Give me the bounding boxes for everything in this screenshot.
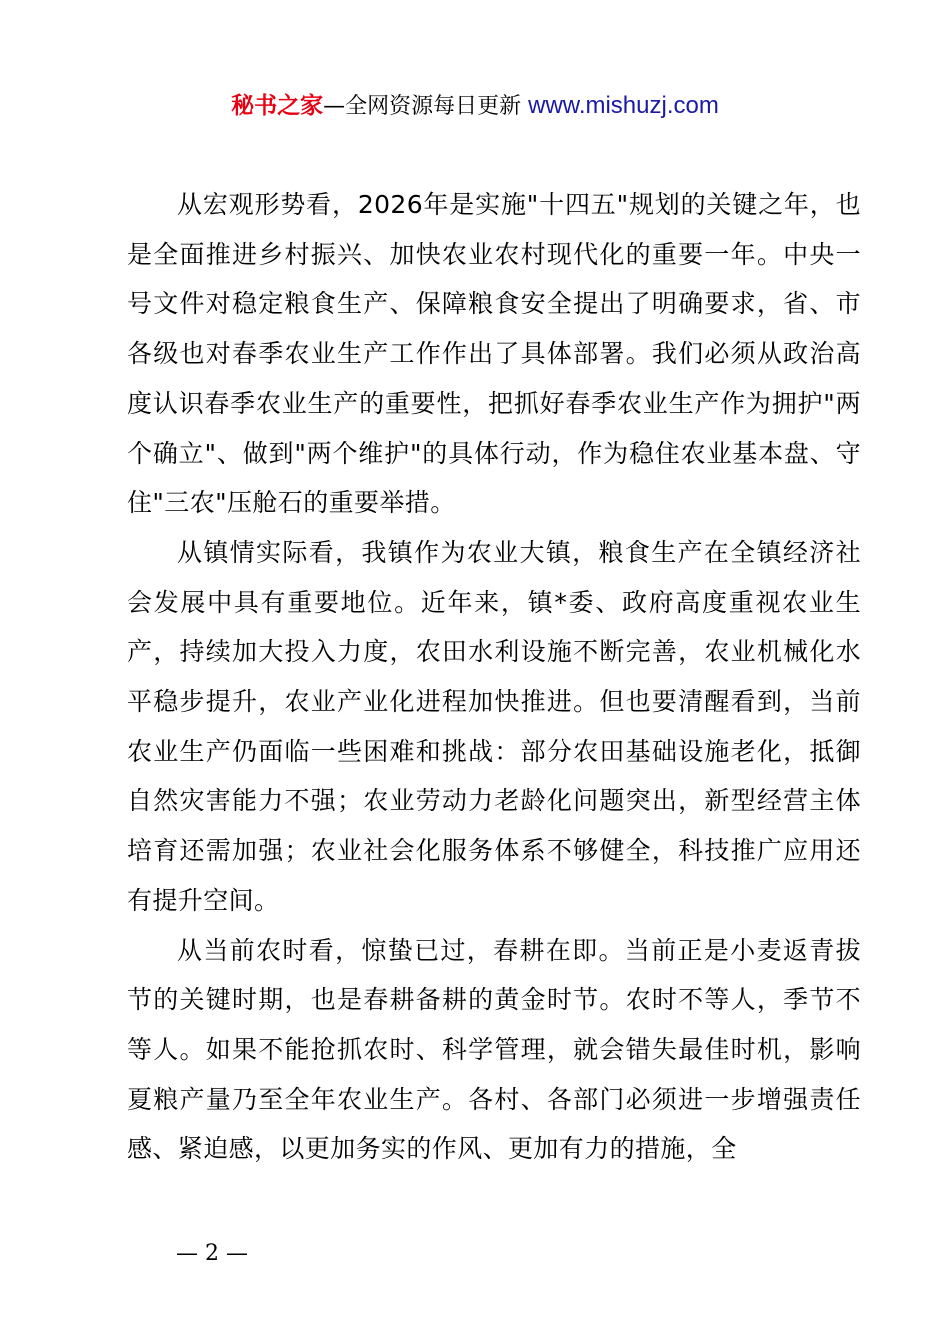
paragraph-macro-situation: 从宏观形势看，2026年是实施"十四五"规划的关键之年，也是全面推进乡村振兴、加快农业农村现代化的重要一年。中央一号文件对稳定粮食生产、保障粮食安全提出了明确要求，省、市各级也对春季农业生产工作作出了具体部署。我们必须从政治高度认识春季农业生产的重要性，把抓好春季农业生产作为拥护"两个确立"、做到"两个维护"的具体行动，作为稳住农业基本盘、守住"三农"压舱石的重要举措。 [127,190,861,518]
header-tagline: —全网资源每日更新 [323,94,529,119]
website-url[interactable]: www.mishuzj.com [528,92,719,119]
document-header [0,86,950,127]
brand-name: 秘书之家 [231,93,324,119]
document-body [127,180,861,1174]
paragraph-town-situation: 从镇情实际看，我镇作为农业大镇，粮食生产在全镇经济社会发展中具有重要地位。近年来，镇*委、政府高度重视农业生产，持续加大投入力度，农田水利设施不断完善，农业机械化水平稳步提升，农业产业化进程加快推进。但也要清醒看到，当前农业生产仍面临一些困难和挑战：部分农田基础设施老化，抵御自然灾害能力不强；农业劳动力老龄化问题突出，新型经营主体培育还需加强；农业社会化服务体系不够健全，科技推广应用还有提升空间。 [127,537,861,915]
page-number: — 2 — [176,1241,248,1266]
paragraph-farming-season: 从当前农时看，惊蛰已过，春耕在即。当前正是小麦返青拔节的关键时期，也是春耕备耕的黄金时节。农时不等人，季节不等人。如果不能抢抓农时、科学管理，就会错失最佳时机，影响夏粮产量乃至全年农业生产。各村、各部门必须进一步增强责任感、紧迫感，以更加务实的作风、更加有力的措施，全 [127,935,861,1164]
